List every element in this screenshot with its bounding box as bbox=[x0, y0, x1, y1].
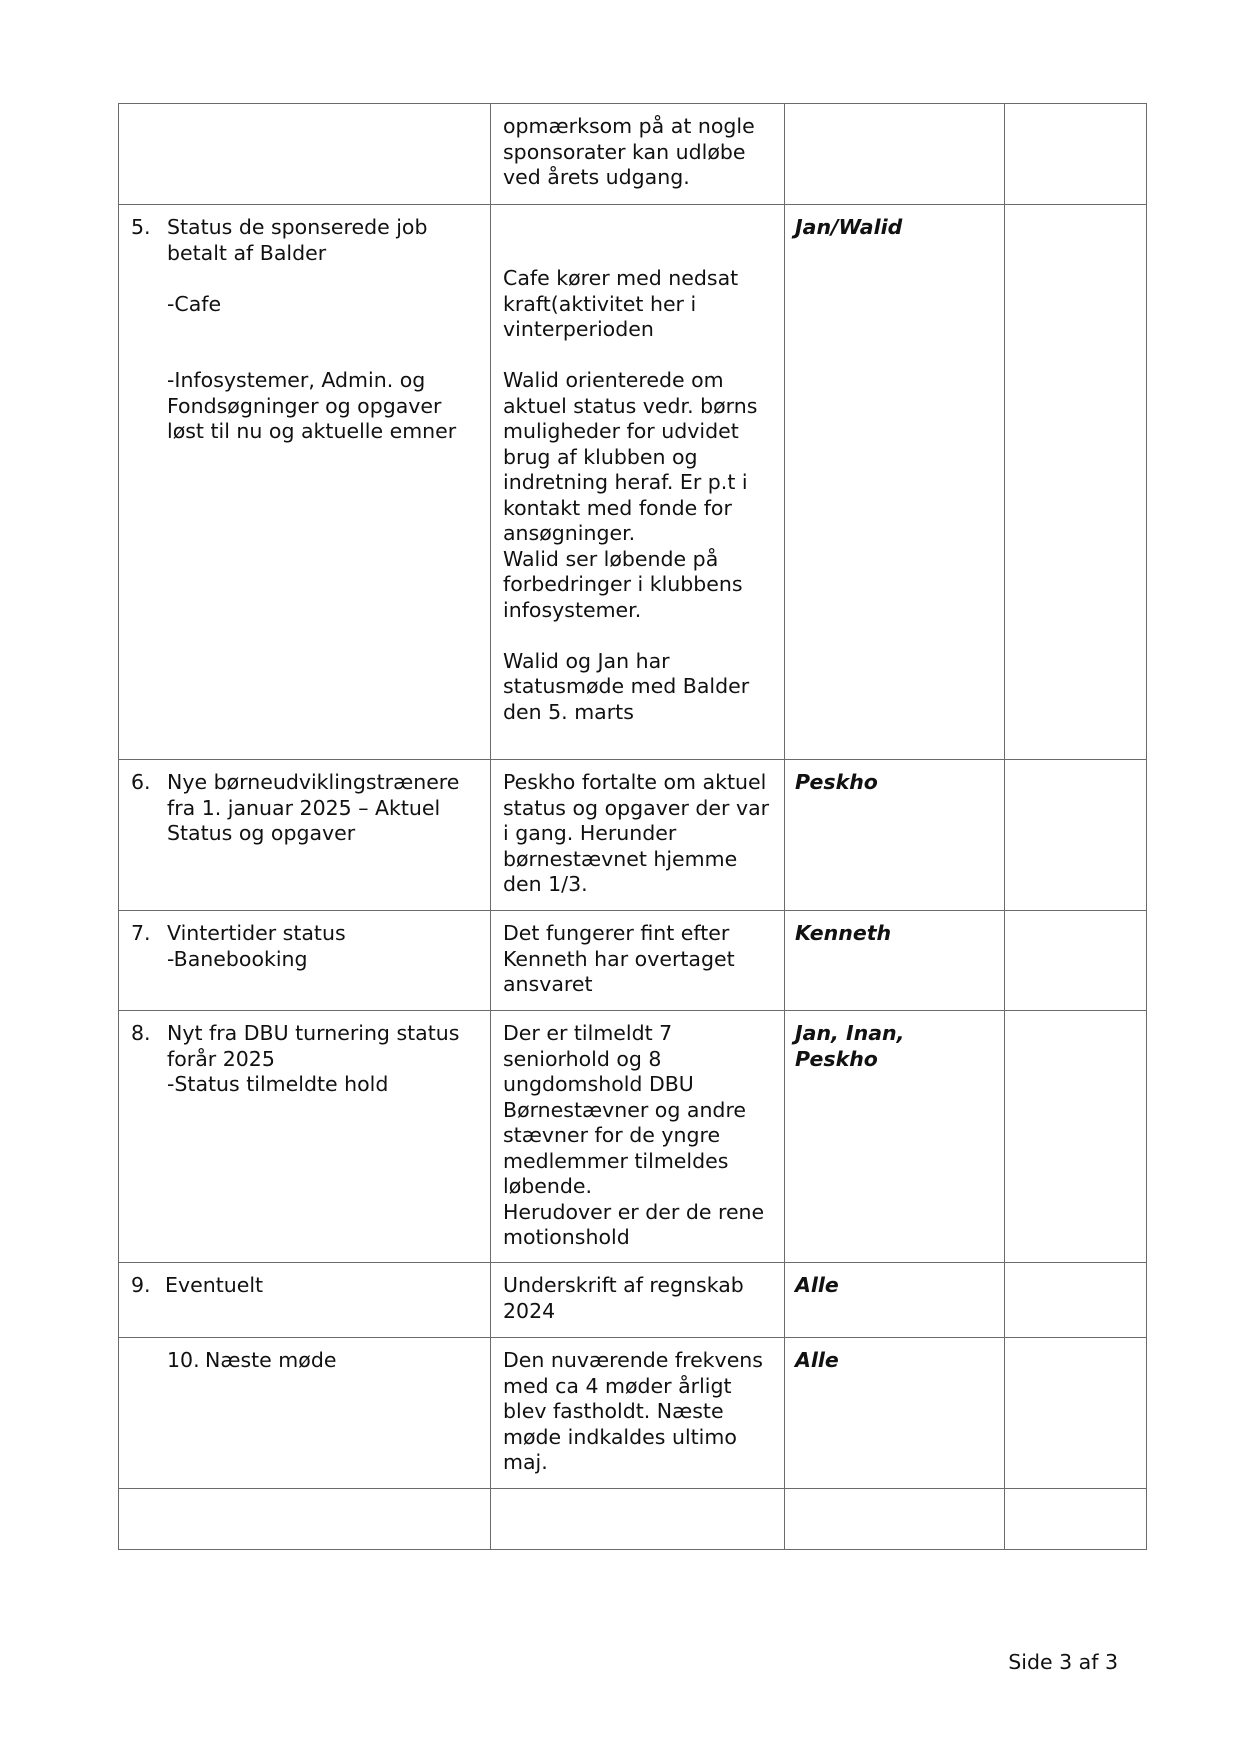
table-row bbox=[119, 1489, 1147, 1550]
extra-cell bbox=[1005, 1338, 1147, 1489]
responsible-cell bbox=[785, 104, 1005, 205]
table-row bbox=[119, 1263, 1147, 1338]
extra-cell bbox=[1005, 104, 1147, 205]
agenda-cell bbox=[119, 1338, 491, 1489]
item-title: Nyt fra DBU turnering status forår 2025 -Status tilmeldte hold bbox=[167, 1021, 460, 1096]
item-number: 6. bbox=[131, 770, 151, 794]
notes-line: ved årets udgang. bbox=[503, 165, 690, 189]
notes-line: opmærksom på at nogle bbox=[503, 114, 755, 138]
extra-cell bbox=[1005, 1263, 1147, 1338]
notes-cell: Peskho fortalte om aktuel status og opgaver der var i gang. Herunder børnestævnet hjemme den 1/3. bbox=[491, 760, 785, 911]
responsible-cell: Jan/Walid bbox=[785, 205, 1005, 760]
agenda-cell bbox=[119, 104, 491, 205]
extra-cell bbox=[1005, 1489, 1147, 1550]
responsible-cell: Kenneth bbox=[785, 911, 1005, 1011]
agenda-cell bbox=[119, 205, 491, 760]
table-row bbox=[119, 1011, 1147, 1263]
item-title: Vintertider status -Banebooking bbox=[167, 921, 346, 971]
responsible-cell: Alle bbox=[785, 1338, 1005, 1489]
responsible-cell: Alle bbox=[785, 1263, 1005, 1338]
notes-cell bbox=[491, 1489, 785, 1550]
table-row bbox=[119, 760, 1147, 911]
notes-cell: Der er tilmeldt 7 seniorhold og 8 ungdomshold DBU Børnestævner og andre stævner for de yngre medlemmer tilmeldes løbende. Herudover er der de rene motionshold bbox=[491, 1011, 785, 1263]
notes-cell bbox=[491, 104, 785, 205]
table-row bbox=[119, 104, 1147, 205]
item-number: 7. bbox=[131, 921, 151, 945]
item-title: Status de sponserede job betalt af Balder bbox=[167, 215, 428, 265]
agenda-cell bbox=[119, 760, 491, 911]
item-number: 9. bbox=[131, 1273, 151, 1297]
notes-cell: Det fungerer fint efter Kenneth har overtaget ansvaret bbox=[491, 911, 785, 1011]
responsible-cell: Peskho bbox=[785, 760, 1005, 911]
agenda-cell bbox=[119, 911, 491, 1011]
notes-cell: Cafe kører med nedsat kraft(aktivitet her i vinterperioden Walid orienterede om aktuel status vedr. børns muligheder for udvidet brug af klubben og indretning heraf. Er p.t i kontakt med fonde for ansøgninger. Walid ser løbende på forbedringer i klubbens infosystemer. Walid og Jan har statusmøde med Balder den 5. marts bbox=[491, 205, 785, 760]
extra-cell bbox=[1005, 911, 1147, 1011]
responsible-cell: Jan, Inan, Peskho bbox=[785, 1011, 1005, 1263]
extra-cell bbox=[1005, 205, 1147, 760]
table-row bbox=[119, 205, 1147, 760]
extra-cell bbox=[1005, 760, 1147, 911]
sub-item: -Cafe bbox=[167, 291, 222, 316]
agenda-cell bbox=[119, 1011, 491, 1263]
agenda-cell bbox=[119, 1489, 491, 1550]
sub-item: -Infosystemer, Admin. og Fondsøgninger og opgaver løst til nu og aktuelle emner bbox=[167, 368, 457, 443]
responsible-cell bbox=[785, 1489, 1005, 1550]
item-title: Næste møde bbox=[205, 1348, 337, 1372]
item-number: 8. bbox=[131, 1021, 151, 1045]
table-row bbox=[119, 911, 1147, 1011]
notes-line: sponsorater kan udløbe bbox=[503, 139, 746, 164]
page-number: Side 3 af 3 bbox=[1008, 1650, 1118, 1674]
item-title: Eventuelt bbox=[165, 1273, 264, 1297]
item-number: 5. bbox=[131, 215, 151, 239]
agenda-cell bbox=[119, 1263, 491, 1338]
extra-cell bbox=[1005, 1011, 1147, 1263]
notes-cell: Den nuværende frekvens med ca 4 møder årligt blev fastholdt. Næste møde indkaldes ultimo maj. bbox=[491, 1338, 785, 1489]
notes-cell: Underskrift af regnskab 2024 bbox=[491, 1263, 785, 1338]
item-title: Nye børneudviklingstrænere fra 1. januar 2025 – Aktuel Status og opgaver bbox=[167, 770, 460, 845]
item-number: 10. bbox=[167, 1348, 200, 1372]
minutes-table bbox=[118, 103, 1147, 1550]
table-row bbox=[119, 1338, 1147, 1489]
